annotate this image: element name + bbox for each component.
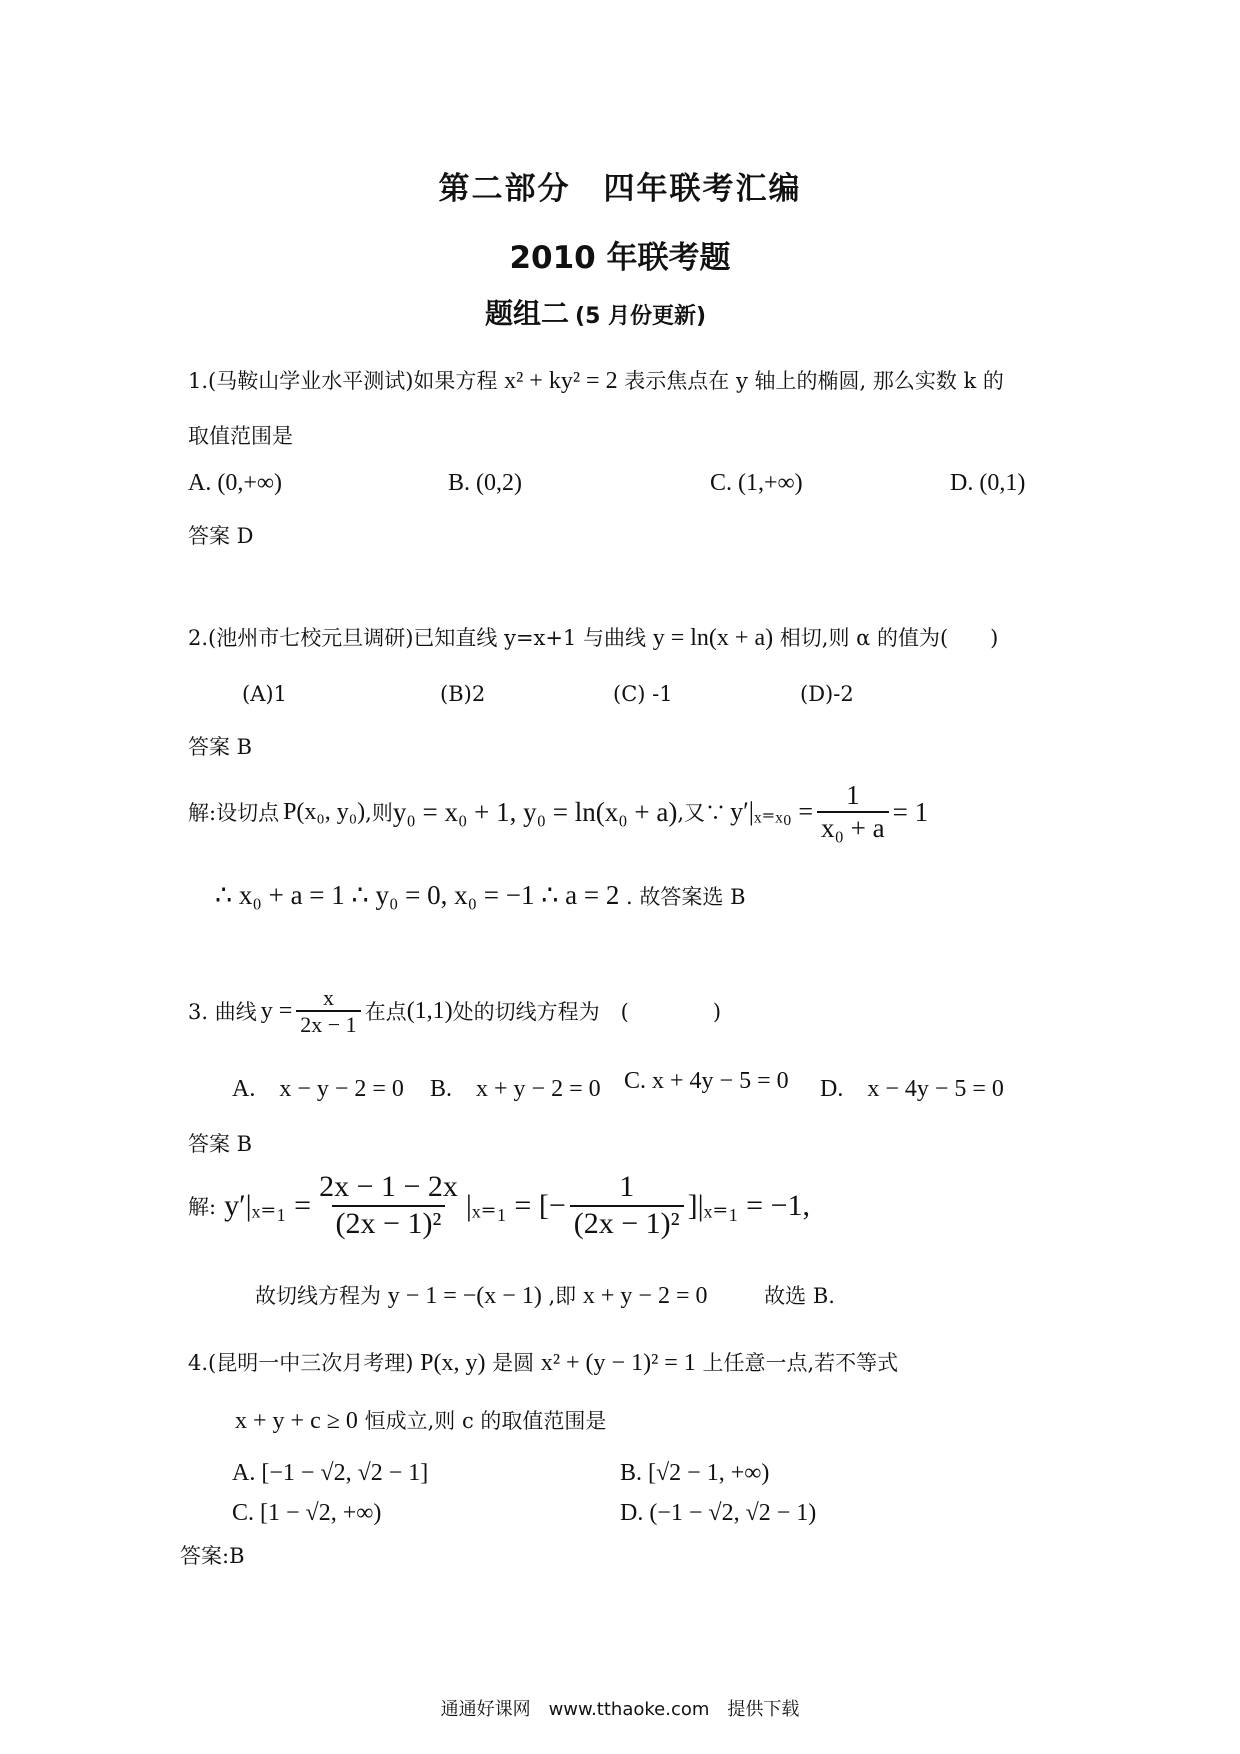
q2-sol-point: P(x₀, y₀) <box>283 798 366 825</box>
q3-sol-fraction1-denominator: (2x − 1)² <box>332 1205 446 1242</box>
q2-sol-fraction-denominator: x₀ + a <box>817 811 889 844</box>
group-title <box>485 292 706 332</box>
q2-stem <box>188 622 998 652</box>
q1-answer: 答案 D <box>188 524 254 548</box>
q3-line2-text-b: ,即 <box>548 1284 577 1308</box>
q2-solution-line2 <box>215 880 746 911</box>
q3-sol-fraction1 <box>315 1170 462 1241</box>
q2-sol-mid: ,则 <box>365 801 393 826</box>
q4-text-b: 是圆 <box>492 1351 535 1375</box>
q3-sol-mid: |ₓ₌₁ = [− <box>465 1189 566 1222</box>
q2-answer: 答案 B <box>188 735 253 759</box>
q4-option-d: D. (−1 − √2, √2 − 1) <box>620 1500 817 1526</box>
q4-line2-text: 恒成立,则 c 的取值范围是 <box>364 1409 607 1433</box>
q2-sol-conclusion: ∴ x₀ + a = 1 ∴ y₀ = 0, x₀ = −1 ∴ a = 2 <box>215 880 620 910</box>
q1-text-b: 表示焦点在 y 轴上的椭圆, 那么实数 k 的 <box>624 369 1004 393</box>
q2-sol-equations: y₀ = x₀ + 1, y₀ = ln(x₀ + a) <box>392 796 678 827</box>
q3-text-c: 处的切线方程为 ( ) <box>452 1000 722 1025</box>
q3-point: (1,1) <box>406 997 453 1024</box>
q3-sol-end: ]|ₓ₌₁ = −1, <box>687 1189 810 1222</box>
q1-equation: x² + ky² = 2 <box>504 368 618 394</box>
q2-sol-derivative: y′|ₓ₌ₓ₀ = <box>730 797 813 827</box>
q3-sol-fraction2 <box>570 1170 684 1241</box>
q3-fraction-denominator: 2x − 1 <box>296 1010 360 1037</box>
q4-option-c: C. [1 − √2, +∞) <box>232 1500 382 1526</box>
q3-text-b: 在点 <box>364 1000 407 1025</box>
q2-option-d: (D)-2 <box>800 682 854 706</box>
q4-point: P(x, y) <box>420 1350 486 1376</box>
q3-line2-text-a: 故切线方程为 <box>255 1284 381 1308</box>
q2-sol-result: = 1 <box>892 796 929 827</box>
q3-sol-fraction2-denominator: (2x − 1)² <box>570 1205 684 1242</box>
q4-answer: 答案:B <box>180 1544 245 1568</box>
q2-sol-fraction-numerator: 1 <box>846 780 860 810</box>
q1-stem-line2: 取值范围是 <box>188 424 293 448</box>
q1-stem <box>188 365 1004 395</box>
q3-line2-eq1: y − 1 = −(x − 1) <box>387 1283 542 1309</box>
q4-circle-eq: x² + (y − 1)² = 1 <box>540 1350 696 1376</box>
q3-option-a: A. x − y − 2 = 0 <box>232 1076 404 1102</box>
q3-sol-fraction2-numerator: 1 <box>619 1170 635 1203</box>
group-label: 题组二 <box>485 297 570 330</box>
q3-y-eq: y = <box>260 997 293 1024</box>
q3-stem <box>188 985 721 1038</box>
q2-equation: y = ln(x + a) <box>652 625 774 651</box>
q1-option-a: A. (0,+∞) <box>188 470 282 496</box>
q3-sol-fraction1-numerator: 2x − 1 − 2x <box>319 1170 458 1203</box>
q4-option-b: B. [√2 − 1, +∞) <box>620 1460 770 1486</box>
q1-option-b: B. (0,2) <box>448 470 522 496</box>
q4-text-c: 上任意一点,若不等式 <box>702 1351 899 1375</box>
q4-stem-line2 <box>235 1405 606 1435</box>
page-footer: 通通好课网 www.tthaoke.com 提供下载 <box>440 1699 800 1720</box>
q4-option-a: A. [−1 − √2, √2 − 1] <box>232 1460 429 1486</box>
q3-solution-line1 <box>188 1170 810 1241</box>
q4-stem <box>188 1347 898 1377</box>
q3-sol-lhs: y′|ₓ₌₁ = <box>224 1189 312 1222</box>
q1-option-d: D. (0,1) <box>950 470 1026 496</box>
q3-solution-line2 <box>255 1280 835 1310</box>
group-update-note: (5 月份更新) <box>575 304 707 329</box>
q4-text-a: 4.(昆明一中三次月考理) <box>188 1351 414 1375</box>
q2-text-a: 2.(池州市七校元旦调研)已知直线 y=x+1 与曲线 <box>188 626 647 650</box>
q2-sol-also: ,又∵ <box>677 801 727 826</box>
q3-option-b: B. x + y − 2 = 0 <box>430 1076 601 1102</box>
q3-line2-eq2: x + y − 2 = 0 <box>582 1283 708 1309</box>
q2-sol-final: . 故答案选 B <box>626 885 746 909</box>
q3-text-a: 3. 曲线 <box>188 1000 257 1025</box>
q3-option-c: C. x + 4y − 5 = 0 <box>624 1068 789 1094</box>
q3-fraction <box>296 985 360 1038</box>
q2-text-b: 相切,则 α 的值为( ) <box>779 626 999 650</box>
q1-text-a: 1.(马鞍山学业水平测试)如果方程 <box>188 369 498 393</box>
q2-option-c: (C) -1 <box>613 682 673 706</box>
q2-solution-line1 <box>188 780 928 844</box>
q3-fraction-numerator: x <box>322 985 334 1010</box>
q3-line2-text-c: 故选 B. <box>764 1284 835 1308</box>
q4-inequality: x + y + c ≥ 0 <box>235 1408 358 1434</box>
q3-answer: 答案 B <box>188 1132 253 1156</box>
year-title: 2010 年联考题 <box>509 240 731 276</box>
q3-option-d: D. x − 4y − 5 = 0 <box>820 1076 1004 1102</box>
q3-sol-label: 解: <box>188 1194 217 1219</box>
q2-option-a: (A)1 <box>242 682 287 706</box>
q2-sol-label: 解:设切点 <box>188 801 280 826</box>
q2-option-b: (B)2 <box>440 682 486 706</box>
section-title: 第二部分 四年联考汇编 <box>438 171 802 207</box>
q1-option-c: C. (1,+∞) <box>710 470 803 496</box>
q2-sol-fraction <box>817 780 889 844</box>
